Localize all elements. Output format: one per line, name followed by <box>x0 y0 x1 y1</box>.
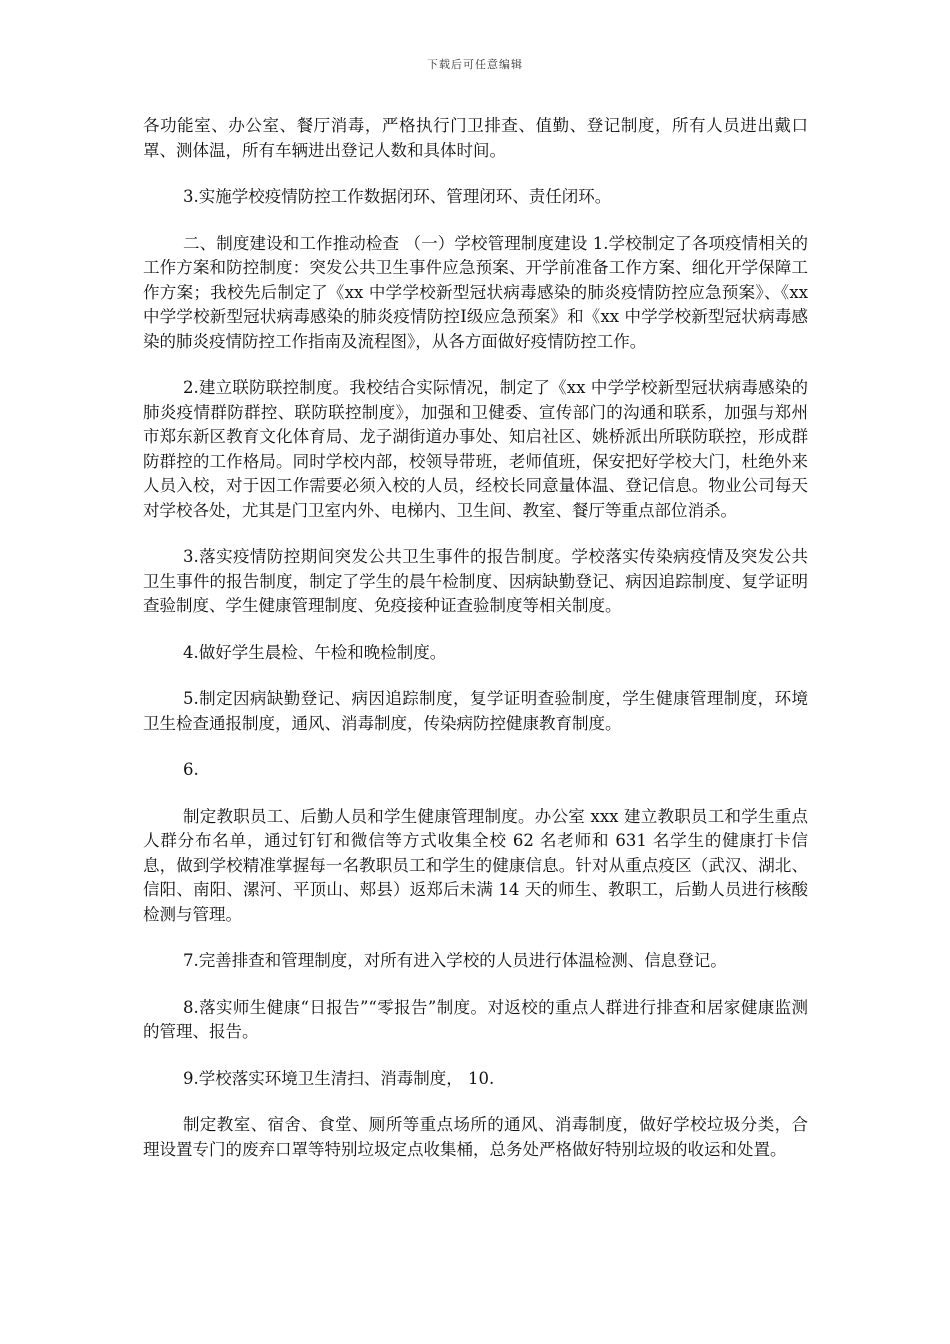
paragraph-12: 9.学校落实环境卫生清扫、消毒制度， 10. <box>183 1068 495 1088</box>
paragraph-1: 各功能室、办公室、餐厅消毒，严格执行门卫排查、值勤、登记制度，所有人员进出戴口罩、测体温，所有车辆进出登记人数和具体时间。 <box>143 116 808 160</box>
paragraph-3: 二、制度建设和工作推动检查 （一）学校管理制度建设 1.学校制定了各项疫情相关的工作方案和防控制度：突发公共卫生事件应急预案、开学前准备工作方案、细化开学保障工作方案；我校先后制定了《xx 中学学校新型冠状病毒感染的肺炎疫情防控应急预案》、《xx 中学学校新型冠状病毒感染的肺炎疫情防控Ⅰ级应急预案》和《xx 中学学校新型冠状病毒感染的肺炎疫情防控工作指南及流程图》，从各方面做好疫情防控工作。 <box>143 233 814 351</box>
paragraph-13: 制定教室、宿舍、食堂、厕所等重点场所的通风、消毒制度，做好学校垃圾分类，合理设置专门的废弃口罩等特别垃圾定点收集桶，总务处严格做好特别垃圾的收运和处置。 <box>143 1115 808 1159</box>
paragraph-5: 3.落实疫情防控期间突发公共卫生事件的报告制度。学校落实传染病疫情及突发公共卫生事件的报告制度，制定了学生的晨午检制度、因病缺勤登记、病因追踪制度、复学证明查验制度、学生健康管理制度、免疫接种证查验制度等相关制度。 <box>143 547 808 615</box>
page-header: 下载后可任意编辑 <box>427 58 523 71</box>
paragraph-7: 5.制定因病缺勤登记、病因追踪制度，复学证明查验制度，学生健康管理制度，环境卫生检查通报制度，通风、消毒制度，传染病防控健康教育制度。 <box>143 689 808 733</box>
paragraph-9: 制定教职员工、后勤人员和学生健康管理制度。办公室 xxx 建立教职员工和学生重点人群分布名单，通过钉钉和微信等方式收集全校 62 名老师和 631 名学生的健康打卡信息，做到学校精准掌握每一名教职员工和学生的健康信息。针对从重点疫区（武汉、湖北、信阳、南阳、漯河、平顶山、郏县）返郑后未满 14 天的师生、教职工，后勤人员进行核酸检测与管理。 <box>143 806 808 924</box>
paragraph-10: 7.完善排查和管理制度，对所有进入学校的人员进行体温检测、信息登记。 <box>183 951 727 970</box>
paragraph-6: 4.做好学生晨检、午检和晚检制度。 <box>183 642 447 662</box>
paragraph-8: 6. <box>183 760 199 779</box>
document-body <box>143 114 814 1184</box>
paragraph-11: 8.落实师生健康“日报告”“零报告”制度。对返校的重点人群进行排查和居家健康监测的管理、报告。 <box>143 997 808 1041</box>
paragraph-4: 2.建立联防联控制度。我校结合实际情况，制定了《xx 中学学校新型冠状病毒感染的肺炎疫情群防群控、联防联控制度》，加强和卫健委、宣传部门的沟通和联系，加强与郑州市郑东新区教育文化体育局、龙子湖街道办事处、知启社区、姚桥派出所联防联控，形成群防群控的工作格局。同时学校内部，校领导带班，老师值班，保安把好学校大门，杜绝外来人员入校，对于因工作需要必须入校的人员，经校长同意量体温、登记信息。物业公司每天对学校各处，尤其是门卫室内外、电梯内、卫生间、教室、餐厅等重点部位消杀。 <box>143 378 808 520</box>
paragraph-2: 3.实施学校疫情防控工作数据闭环、管理闭环、责任闭环。 <box>183 187 612 206</box>
